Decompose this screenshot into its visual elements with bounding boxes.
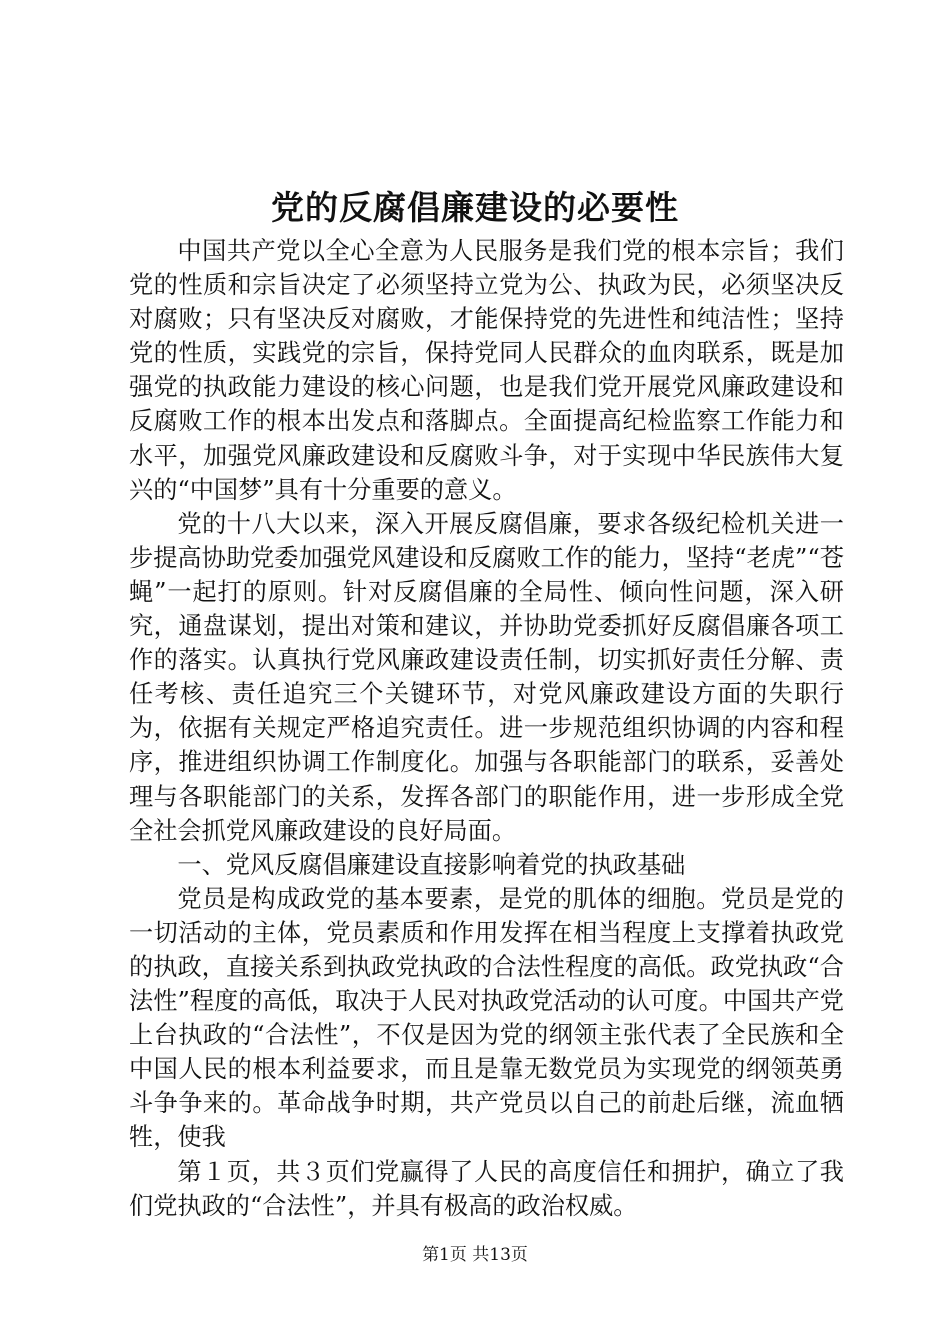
paragraph-continuation: 第１页，共３页们党赢得了人民的高度信任和拥护，确立了我们党执政的“合法性”，并具有极高的政治权威。 <box>129 1157 844 1220</box>
paragraph-intro: 中国共产党以全心全意为人民服务是我们党的根本宗旨；我们党的性质和宗旨决定了必须坚持立党为公、执政为民，必须坚决反对腐败；只有坚决反对腐败，才能保持党的先进性和纯洁性；坚持党的性质，实践党的宗旨，保持党同人民群众的血肉联系，既是加强党的执政能力建设的核心问题，也是我们党开展党风廉政建设和反腐败工作的根本出发点和落脚点。全面提高纪检监察工作能力和水平，加强党风廉政建设和反腐败斗争，对于实现中华民族伟大复兴的“中国梦”具有十分重要的意义。 <box>129 237 844 504</box>
paragraph-eighteenth-congress: 党的十八大以来，深入开展反腐倡廉，要求各级纪检机关进一步提高协助党委加强党风建设和反腐败工作的能力，坚持“老虎”“苍蝇”一起打的原则。针对反腐倡廉的全局性、倾向性问题，深入研究，通盘谋划，提出对策和建议，并协助党委抓好反腐倡廉各项工作的落实。认真执行党风廉政建设责任制，切实抓好责任分解、责任考核、责任追究三个关键环节，对党风廉政建设方面的失职行为，依据有关规定严格追究责任。进一步规范组织协调的内容和程序，推进组织协调工作制度化。加强与各职能部门的联系，妥善处理与各职能部门的关系，发挥各部门的职能作用，进一步形成全党全社会抓党风廉政建设的良好局面。 <box>129 509 844 845</box>
paragraph-party-members: 党员是构成政党的基本要素，是党的肌体的细胞。党员是党的一切活动的主体，党员素质和作用发挥在相当程度上支撑着执政党的执政，直接关系到执政党执政的合法性程度的高低。政党执政“合法性”程度的高低，取决于人民对执政党活动的认可度。中国共产党上台执政的“合法性”，不仅是因为党的纲领主张代表了全民族和全中国人民的根本利益要求，而且是靠无数党员为实现党的纲领英勇斗争争来的。革命战争时期，共产党员以自己的前赴后继，流血牺牲，使我 <box>129 884 844 1152</box>
document-body <box>129 234 844 1223</box>
section-heading-1: 一、党风反腐倡廉建设直接影响着党的执政基础 <box>177 850 686 879</box>
document-title: 党的反腐倡廉建设的必要性 <box>271 188 679 227</box>
page-footer: 第1页 共13页 <box>422 1245 528 1265</box>
